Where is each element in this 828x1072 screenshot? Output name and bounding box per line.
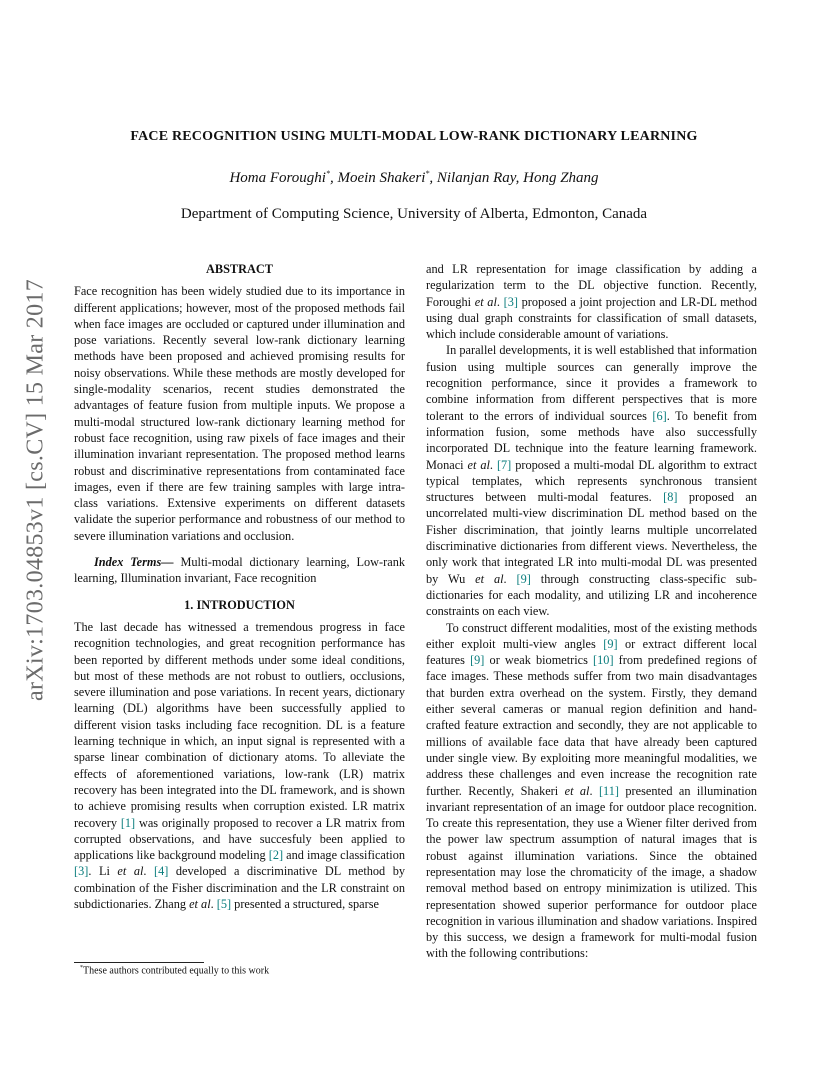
text-run: presented an illumination invariant representation of an image for outdoor place recognition. To create this representation, they use a Wiener filter derived from the power law spectrum assumption of natural images that is robust against illumination variations. Since the obtained representation may lose the chromaticity of the image, a shadow removal method based on entropy minimization is utilized. This representation showed superior performance for outdoor place recognition in various illumination and shadow variations. Inspired by this success, we design a framework for multi-modal fusion with the following contributions: xyxy=(426,783,758,961)
text-run: and LR representation for image classification by adding a regularization term to the DL objective function. Recently, Foroughi xyxy=(426,262,757,309)
text-run: . xyxy=(489,457,497,472)
author: Hong Zhang xyxy=(523,170,599,186)
footnote xyxy=(80,965,269,976)
citation-link[interactable]: [9] xyxy=(516,571,531,586)
text-run: . xyxy=(210,896,217,911)
author-list: Homa Foroughi*, Moein Shakeri*, Nilanjan Ray, Hong Zhang xyxy=(229,169,599,186)
citation-link[interactable]: [9] xyxy=(470,653,485,668)
abstract-heading: ABSTRACT xyxy=(206,262,273,276)
text-run: proposed an uncorrelated multi-view discrimination DL method based on the Fisher discrimination, that jointly learns multiple uncorrelated discriminative dictionaries from different views. Nevertheless, the only work that integrated LR into multi-modal DL was presented by Wu xyxy=(426,490,757,586)
index-terms-label: Index Terms— xyxy=(94,555,174,570)
citation-link[interactable]: [7] xyxy=(496,457,512,472)
et-al: et al xyxy=(189,896,211,911)
citation-link[interactable]: [5] xyxy=(216,896,232,911)
et-al: et al xyxy=(467,457,490,472)
author-mark: * xyxy=(425,169,430,178)
index-terms-text: Multi-modal dictionary learning, Low-rank learning, Illumination invariant, Face recognition xyxy=(74,555,405,586)
footnote-mark: * xyxy=(80,965,83,971)
intro-paragraph-2 xyxy=(426,342,757,619)
citation-link[interactable]: [3] xyxy=(503,294,518,309)
left-column xyxy=(74,261,405,912)
author-mark: * xyxy=(325,169,330,178)
text-run: proposed a joint projection and LR-DL method using dual graph constraints for classification of small datasets, which include considerable amount of variations. xyxy=(426,294,758,342)
index-terms xyxy=(74,554,405,587)
abstract-text: Face recognition has been widely studied due to its importance in different applications; however, most of the proposed methods fail when face images are occluded or captured under illumination and pose variations. Recently several low-rank dictionary learning methods have been proposed and achieved promising results for noisy observations. While these methods are mostly developed for single-modality scenarios, recent studies demonstrated the advantages of feature fusion from multiple inputs. We propose a multi-modal structured low-rank dictionary learning method for robust face recognition, using raw pixels of face images and their illumination invariant representation. The proposed method learns robust and discriminative representations from contaminated face images, even if there are few training samples with large intra-class variations. Extensive experiments on different datasets validate the superior performance and robustness of our method to severe illumination variations and occlusion. xyxy=(74,284,405,543)
text-run: through constructing class-specific sub-dictionaries for each modality, and utilizing LR and incoherence constraints on each view. xyxy=(426,571,757,619)
citation-link[interactable]: [9] xyxy=(603,636,618,651)
author: Moein Shakeri xyxy=(337,170,426,186)
arxiv-id: arXiv:1703.04853v1 [cs.CV] 15 Mar 2017 xyxy=(22,278,49,702)
citation-link[interactable]: [10] xyxy=(593,653,614,668)
text-run: . Li xyxy=(88,864,118,879)
text-run: or extract different local features xyxy=(426,636,757,668)
text-run: from predefined regions of face images. These methods suffer from two main disadvantages that burden extra overhead on the system. Firstly, they demand either several cameras or manual region definition and hand-crafted feature extraction and secondly, they are not applicable to millions of available face data that have already been captured under single view. By exploiting more meaningful modalities, we address these challenges and even increase the recognition rate further. Recently, Shakeri xyxy=(426,653,758,798)
text-run: . To benefit from information fusion, some methods have also successfully incorporated DL technique into the feature learning framework. Monaci xyxy=(426,408,757,472)
affiliation: Department of Computing Science, University of Alberta, Edmonton, Canada xyxy=(180,206,648,222)
intro-heading: 1. INTRODUCTION xyxy=(184,597,295,612)
et-al: et al xyxy=(474,294,497,309)
text-run: To construct different modalities, most of the existing methods either exploit multi-view angles xyxy=(426,620,757,651)
right-column xyxy=(426,261,757,962)
text-run: . xyxy=(143,864,155,879)
citation-link[interactable]: [4] xyxy=(154,864,169,879)
text-run: developed a discriminative DL method by combination of the Fisher discrimination and the LR constraint on subdictionaries. Zhang xyxy=(74,864,406,911)
intro-paragraph-3 xyxy=(426,620,757,962)
text-run: The last decade has witnessed a tremendous progress in face recognition technologies, and great recognition performance has been reported by different methods under some ideal conditions, but most of these methods are not robust to outliers, occlusions, severe illumination and pose variations. In recent years, dictionary learning (DL) algorithms have been successfully applied to different vision tasks including face recognition. DL is a feature learning technique in which, an input signal is represented with a sparse linear combination of dictionary atoms. To alleviate the effects of aforementioned variations, low-rank (LR) matrix recovery has been integrated into the DL framework, and is shown to achieve promising results when corruption existed. LR matrix recovery xyxy=(74,619,405,830)
text-run: In parallel developments, it is well established that information fusion using multiple sources can generally improve the recognition performance, since it provides a framework to combine information from different perspectives that is more tolerant to the errors of individual sources xyxy=(426,343,757,423)
intro-paragraph-1-continued xyxy=(426,261,757,342)
author: Nilanjan Ray xyxy=(436,170,516,186)
arxiv-sidebar xyxy=(16,280,56,700)
text-run: was originally proposed to recover a LR matrix from corrupted observations, and have succesfuly been applied to applications like background modeling xyxy=(74,815,405,863)
text-run: or weak biometrics xyxy=(484,653,594,668)
citation-link[interactable]: [11] xyxy=(598,783,619,798)
author: Homa Foroughi xyxy=(229,170,326,186)
et-al: et al xyxy=(475,571,504,586)
text-run: . xyxy=(589,783,599,798)
et-al: et al xyxy=(564,783,590,798)
paper-title: FACE RECOGNITION USING MULTI-MODAL LOW-RANK DICTIONARY LEARNING xyxy=(130,129,698,144)
text-run: proposed a multi-modal DL algorithm to extract typical templates, which represents synchronous transient structures between multi-modal features. xyxy=(426,457,757,505)
citation-link[interactable]: [8] xyxy=(663,490,678,505)
citation-link[interactable]: [3] xyxy=(74,864,89,879)
citation-link[interactable]: [2] xyxy=(268,848,284,863)
footnote-rule xyxy=(74,962,204,963)
citation-link[interactable]: [6] xyxy=(652,408,667,423)
text-run: . xyxy=(496,294,504,309)
footnote-text: These authors contributed equally to this work xyxy=(83,965,270,977)
text-run: presented a structured, sparse xyxy=(231,896,379,911)
text-run: . xyxy=(503,571,517,586)
intro-paragraph-1 xyxy=(74,619,405,912)
et-al: et al xyxy=(117,864,144,879)
citation-link[interactable]: [1] xyxy=(120,815,136,830)
text-run: and image classification xyxy=(283,848,406,863)
